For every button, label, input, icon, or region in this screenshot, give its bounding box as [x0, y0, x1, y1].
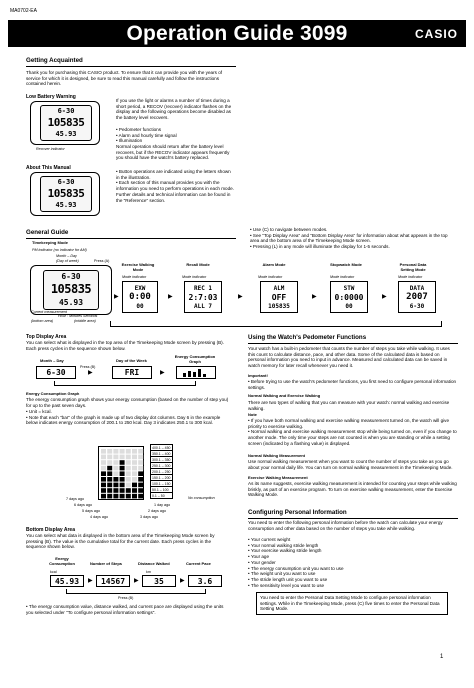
page-title: Operation Guide 3099	[126, 22, 348, 45]
histogram-cell	[126, 477, 131, 482]
bullet-item: • Your gender	[248, 559, 276, 565]
histogram-cell	[126, 494, 131, 499]
personal-intro: You need to enter the following personal information before the watch can calculate your energy consumption and other data based on the number of steps you take while walking.	[248, 520, 443, 531]
arrow-right-icon: ▶	[180, 578, 185, 584]
normal-exercise-text: There are two types of walking that you can measure with your watch: normal walking and exercise walking.	[248, 400, 450, 411]
arrow-right-icon: ▶	[160, 370, 165, 376]
mode-indicator-label: Mode indicator	[258, 275, 283, 279]
histogram-cell	[120, 494, 125, 499]
arrow-right-icon: ▶	[238, 294, 243, 300]
histogram-cell	[101, 494, 106, 499]
bullet-item: • Each section of this manual provides you with the information you need to perform operations in each mode. Further details and technical information can be found in the "Reference" section.	[116, 180, 234, 203]
document-code: MA0702-EA	[10, 8, 37, 14]
section-title-personal: Configuring Personal Information	[248, 509, 347, 516]
day-label: 6 days ago	[74, 503, 93, 507]
low-battery-after: Normal operation should return after the battery level recovers, but if the RECOV indicator appears frequently you should have the watch's battery replaced.	[116, 144, 230, 161]
histogram-cell	[101, 471, 106, 476]
important-label: Important!	[248, 373, 268, 378]
cycle-return-line	[54, 381, 196, 386]
lcd-recall: REC 1 2:7:03 ALL 7	[184, 281, 222, 313]
histogram-cell	[132, 466, 137, 471]
histogram-cell	[126, 488, 131, 493]
unit-label: kcal	[50, 570, 57, 574]
hour-min-sec-label: Hour : Minutes Seconds	[58, 314, 98, 318]
histogram-cell	[138, 460, 143, 465]
histogram-cell	[107, 466, 112, 471]
note-label: Note	[248, 412, 257, 417]
day-label: 4 days ago	[90, 515, 109, 519]
bullet-item: • The weight unit you want to use	[248, 571, 316, 577]
histogram-cell	[138, 466, 143, 471]
arrow-right-icon: ▶	[168, 294, 173, 300]
personal-items	[248, 537, 458, 588]
bullet-item: • Illumination	[116, 138, 143, 144]
unit-label: km	[146, 570, 151, 574]
arrow-right-icon: ▶	[382, 294, 387, 300]
watch-illustration-timekeeping	[30, 265, 112, 315]
bullet-item: • Normal walking and exercise walking measurement stop while being turned on, even if you change to another mode. The only time your steps are not counted is when you are standing or while a setting screen (indicated by a flashing value) is displayed.	[248, 429, 457, 446]
histogram-svg	[99, 447, 145, 501]
watch-illustration-low-battery	[30, 101, 100, 145]
nwm-text: Use normal walking measurement when you want to count the number of steps you take as you go about your normal daily life. You can turn on normal walking measurement in the Timekeeping Mode.	[248, 459, 453, 470]
histogram-cell	[126, 483, 131, 488]
current-measurement-label: Current measurement	[31, 310, 67, 314]
bullet-item: • Alarm and hourly time signal	[116, 132, 177, 138]
brand-logo: CASIO	[414, 27, 458, 41]
bottom-area-label: (bottom area)	[31, 319, 54, 323]
bullet-item: • Your normal walking stride length	[248, 542, 319, 548]
ecg-text: The energy consumption graph shows your energy consumption (based on the number of step you) for up to the past seven days.	[26, 397, 229, 408]
lcd-pace: 3.6	[188, 575, 222, 587]
bottom-display-text: You can select what data is displayed in the bottom area of the Timekeeping Mode screen by pressing (B). The value is the cumulative total for the current date. Each press cycles in the sequence shown below.	[26, 533, 215, 550]
histogram-cell	[126, 449, 131, 454]
lcd-bottom: 45.93	[58, 298, 84, 307]
histogram-cell	[113, 488, 118, 493]
recover-indicator-caption: Recover indicator	[36, 147, 65, 151]
lcd-top: 6-30	[57, 178, 75, 186]
mode-name: Recall Mode	[186, 262, 210, 267]
histogram-cell	[132, 455, 137, 460]
histogram-cell	[107, 455, 112, 460]
lcd-distance: 35	[142, 575, 176, 587]
press-a-label: Press (A)	[94, 259, 110, 263]
bullet-item: • The sensitivity level you want to use	[248, 582, 325, 588]
timekeeping-mode-label: Timekeeping Mode	[32, 240, 68, 245]
energy-histogram	[98, 446, 144, 500]
section-title-about-manual: About This Manual	[26, 165, 71, 171]
histogram-cell	[101, 477, 106, 482]
histogram-cell	[132, 449, 137, 454]
bullet-item: • Use (C) to navigate between modes.	[250, 227, 328, 232]
top-display-text: You can select what is displayed in the top area of the Timekeeping Mode screen by pressing (B). Each press cycles in the sequence shown below.	[26, 340, 224, 351]
lcd-bottom: 45.93	[55, 201, 77, 209]
arrow-right-icon: ▶	[134, 578, 139, 584]
label-energy: Energy Consumption	[49, 556, 75, 566]
histogram-cell	[132, 494, 137, 499]
lcd-middle: 105835	[47, 187, 85, 200]
note-bullets	[248, 418, 458, 447]
histogram-cell	[113, 466, 118, 471]
histogram-cell	[107, 460, 112, 465]
histogram-cell	[120, 488, 125, 493]
label-energy-graph: Energy Consumption Graph	[174, 354, 216, 364]
histogram-cell	[120, 460, 125, 465]
nwm-title: Normal Walking Measurement	[248, 453, 305, 458]
general-guide-bullets	[250, 227, 455, 250]
histogram-cell	[113, 477, 118, 482]
histogram-cell	[138, 488, 143, 493]
mode-indicator-label: Mode indicator	[122, 275, 147, 279]
histogram-cell	[126, 460, 131, 465]
mode-name: Stopwatch Mode	[330, 262, 362, 267]
middle-area-label: (middle area)	[74, 319, 96, 323]
bullet-item: • Your current weight	[248, 537, 291, 542]
histogram-cell	[107, 483, 112, 488]
month-day-label: Month – Day	[56, 254, 77, 258]
low-battery-intro: If you use the light or alarms a number of times during a short period, a RECOV (recover) indicator flashes on the display and the following operations become disabled as the battery level recovers.	[116, 98, 232, 121]
cycle-return-line	[66, 589, 206, 594]
bottom-note: • The energy consumption value, distance walked, and current pace are displayed using the units you selected under "To configure personal information settings".	[26, 604, 224, 615]
divider	[26, 238, 236, 239]
section-title-bottom-display: Bottom Display Area	[26, 527, 75, 533]
histogram-cell	[120, 449, 125, 454]
page-number: 1	[440, 654, 444, 660]
bullet-item: • See "Top Display Area" and "Bottom Display Area" for information about what appears in the top area and the bottom area of the Timekeeping Mode screen.	[250, 232, 448, 244]
histogram-cell	[126, 466, 131, 471]
histogram-cell	[113, 455, 118, 460]
bullet-item: • Your exercise walking stride length	[248, 548, 322, 554]
bullet-item: • Pedometer functions	[116, 127, 162, 132]
arrow-right-icon: ▶	[88, 578, 93, 584]
press-b-label: Press (B)	[80, 365, 96, 369]
label-day-of-week: Day of the Week	[116, 358, 147, 363]
pm-indicator-label: PM indicator (no indicator for AM)	[32, 248, 87, 252]
ewm-text: As its name suggests, exercise walking measurement is intended for counting your steps while walking briskly, as part of an exercise program. To turn on exercise walking measurement, enter the Exercise Walking Mode.	[248, 481, 457, 498]
day-label: 3 days ago	[140, 515, 159, 519]
energy-range-table: 400.1 – 450 350.1 – 400 300.1 – 350 250.1 – 300 200.1 – 250 150.1 – 200 100.1 – 150 50.1 – 100 0.1 – 50	[152, 445, 171, 498]
histogram-cell	[126, 471, 131, 476]
histogram-cell	[101, 460, 106, 465]
section-title-general-guide: General Guide	[26, 229, 69, 236]
lcd-middle: 105835	[50, 282, 92, 296]
mode-indicator-label: Mode indicator	[398, 275, 423, 279]
normal-exercise-title: Normal Walking and Exercise Walking	[248, 393, 321, 398]
ewm-title: Exercise Walking Measurement	[248, 475, 308, 480]
histogram-cell	[126, 455, 131, 460]
section-title-pedometer: Using the Watch's Pedometer Functions	[248, 334, 367, 341]
histogram-cell	[113, 483, 118, 488]
label-distance: Distance Walked	[138, 561, 170, 566]
histogram-cell	[138, 477, 143, 482]
lcd-top: 6-30	[61, 272, 81, 281]
histogram-cell	[101, 483, 106, 488]
lcd-day-of-week: FRI	[112, 366, 152, 379]
label-month-day: Month – Day	[40, 358, 64, 363]
histogram-cell	[120, 466, 125, 471]
histogram-cell	[113, 494, 118, 499]
title-banner	[8, 20, 466, 47]
label-pace: Current Pace	[186, 561, 211, 566]
getting-acquainted-text: Thank you for purchasing this CASIO product. To ensure that it can provide you with the years of service for which it is designed, be sure to read this manual carefully and follow the instructions contained herein.	[26, 70, 223, 87]
day-label: 7 days ago	[66, 497, 85, 501]
lcd-stopwatch: STW 0:0000 00	[330, 281, 368, 313]
lcd-bottom: 45.93	[55, 130, 77, 138]
section-title-top-display: Top Display Area	[26, 334, 67, 340]
ecg-title: Energy Consumption Graph	[26, 391, 80, 396]
histogram-cell	[132, 471, 137, 476]
bullet-item: • The stride length unit you want to use	[248, 576, 328, 582]
divider	[248, 518, 458, 519]
section-title-low-battery: Low Battery Warning	[26, 94, 76, 100]
low-battery-bullets	[116, 127, 234, 144]
lcd-middle: 105835	[47, 116, 85, 129]
day-label: 1 day ago	[154, 503, 171, 507]
histogram-cell	[101, 488, 106, 493]
ecg-bullets	[26, 409, 232, 426]
histogram-cell	[120, 477, 125, 482]
histogram-cell	[113, 460, 118, 465]
bullet-item: • Pressing (L) in any mode will illuminate the display for 1-5 seconds.	[250, 244, 390, 250]
histogram-cell	[101, 455, 106, 460]
bullet-item: • Button operations are indicated using the letters shown in the illustration.	[116, 169, 231, 180]
lcd-exercise-walking: EXW 0:00 00	[122, 281, 158, 313]
personal-info-box: You need to enter the Personal Data Setting Mode to configure personal information settings. While in the Timekeeping Mode, press (C) five times to enter the Personal Data Setting Mode.	[256, 592, 448, 615]
day-label: 2 days ago	[148, 509, 167, 513]
histogram-cell	[101, 449, 106, 454]
divider	[248, 343, 458, 344]
histogram-cell	[132, 483, 137, 488]
arrow-right-icon: ▶	[114, 294, 119, 300]
lcd-steps: 14567	[96, 575, 130, 587]
arrow-right-icon: ▶	[312, 294, 317, 300]
label-steps: Number of Steps	[90, 561, 123, 566]
histogram-cell	[120, 471, 125, 476]
histogram-cell	[132, 488, 137, 493]
histogram-cell	[138, 455, 143, 460]
histogram-cell	[120, 455, 125, 460]
histogram-cell	[138, 483, 143, 488]
histogram-cell	[107, 449, 112, 454]
histogram-cell	[107, 477, 112, 482]
histogram-cell	[138, 471, 143, 476]
section-title-getting-acquainted: Getting Acquainted	[26, 57, 83, 64]
bullet-item: • Note that each "bar" of the graph is made up of two display dot columns. Day 6 in the example below indicates energy consumption of 200.1 to 250 kcal. Day 3 indicates 250.1 to 300 kcal.	[26, 414, 221, 426]
bullet-item: • Unit = kcal.	[26, 409, 52, 414]
histogram-cell	[107, 488, 112, 493]
mini-graph	[181, 368, 211, 377]
mode-indicator-label: Mode indicator	[182, 275, 207, 279]
day-label: 5 days ago	[82, 509, 101, 513]
histogram-cell	[132, 477, 137, 482]
histogram-cell	[120, 483, 125, 488]
pedometer-intro: Your watch has a built-in pedometer that counts the number of steps you take while walking. It uses this count to calculate distance, pace, and other data. Some of the calculated data is based on personal information you need to input in advance. Measured and calculated data can be saved in watch memory for later recall whenever you need it.	[248, 346, 450, 369]
histogram-cell	[107, 494, 112, 499]
mode-name: Exercise Walking Mode	[121, 262, 155, 272]
mode-name: Personal Data Setting Mode	[399, 262, 427, 272]
lcd-alarm: ALM OFF 105835	[260, 281, 298, 313]
histogram-cell	[132, 460, 137, 465]
press-b-label: Press (B)	[118, 596, 134, 600]
histogram-cell	[107, 471, 112, 476]
bullet-item: • The energy consumption unit you want to use	[248, 565, 344, 571]
histogram-cell	[113, 449, 118, 454]
histogram-cell	[113, 471, 118, 476]
watch-illustration-buttons	[30, 172, 100, 216]
lcd-month-day: 6-30	[36, 366, 76, 379]
mode-cycle-return-line	[110, 321, 442, 327]
divider	[26, 66, 236, 67]
day-of-week-label: (Day of week)	[56, 259, 79, 263]
bullet-item: • If you have both normal walking and exercise walking measurement turned on, the watch will give priority to exercise walking.	[248, 418, 450, 429]
lcd-energy-graph	[176, 366, 216, 379]
mode-name: Alarm Mode	[262, 262, 286, 267]
lcd-personal-data: DATA 2007 6-30	[398, 281, 436, 313]
no-consumption-label: No consumption	[188, 496, 215, 500]
histogram-cell	[138, 494, 143, 499]
bullet-item: • Your age	[248, 554, 270, 560]
histogram-cell	[101, 466, 106, 471]
histogram-cell	[138, 449, 143, 454]
important-text: • Before trying to use the watch's pedometer functions, you first need to configure personal information settings.	[248, 379, 457, 390]
about-manual-bullets	[116, 169, 234, 203]
mode-indicator-label: Mode indicator	[330, 275, 355, 279]
lcd-top: 6-30	[57, 107, 75, 115]
arrow-right-icon: ▶	[88, 370, 93, 376]
lcd-energy: 45.93	[50, 575, 84, 587]
